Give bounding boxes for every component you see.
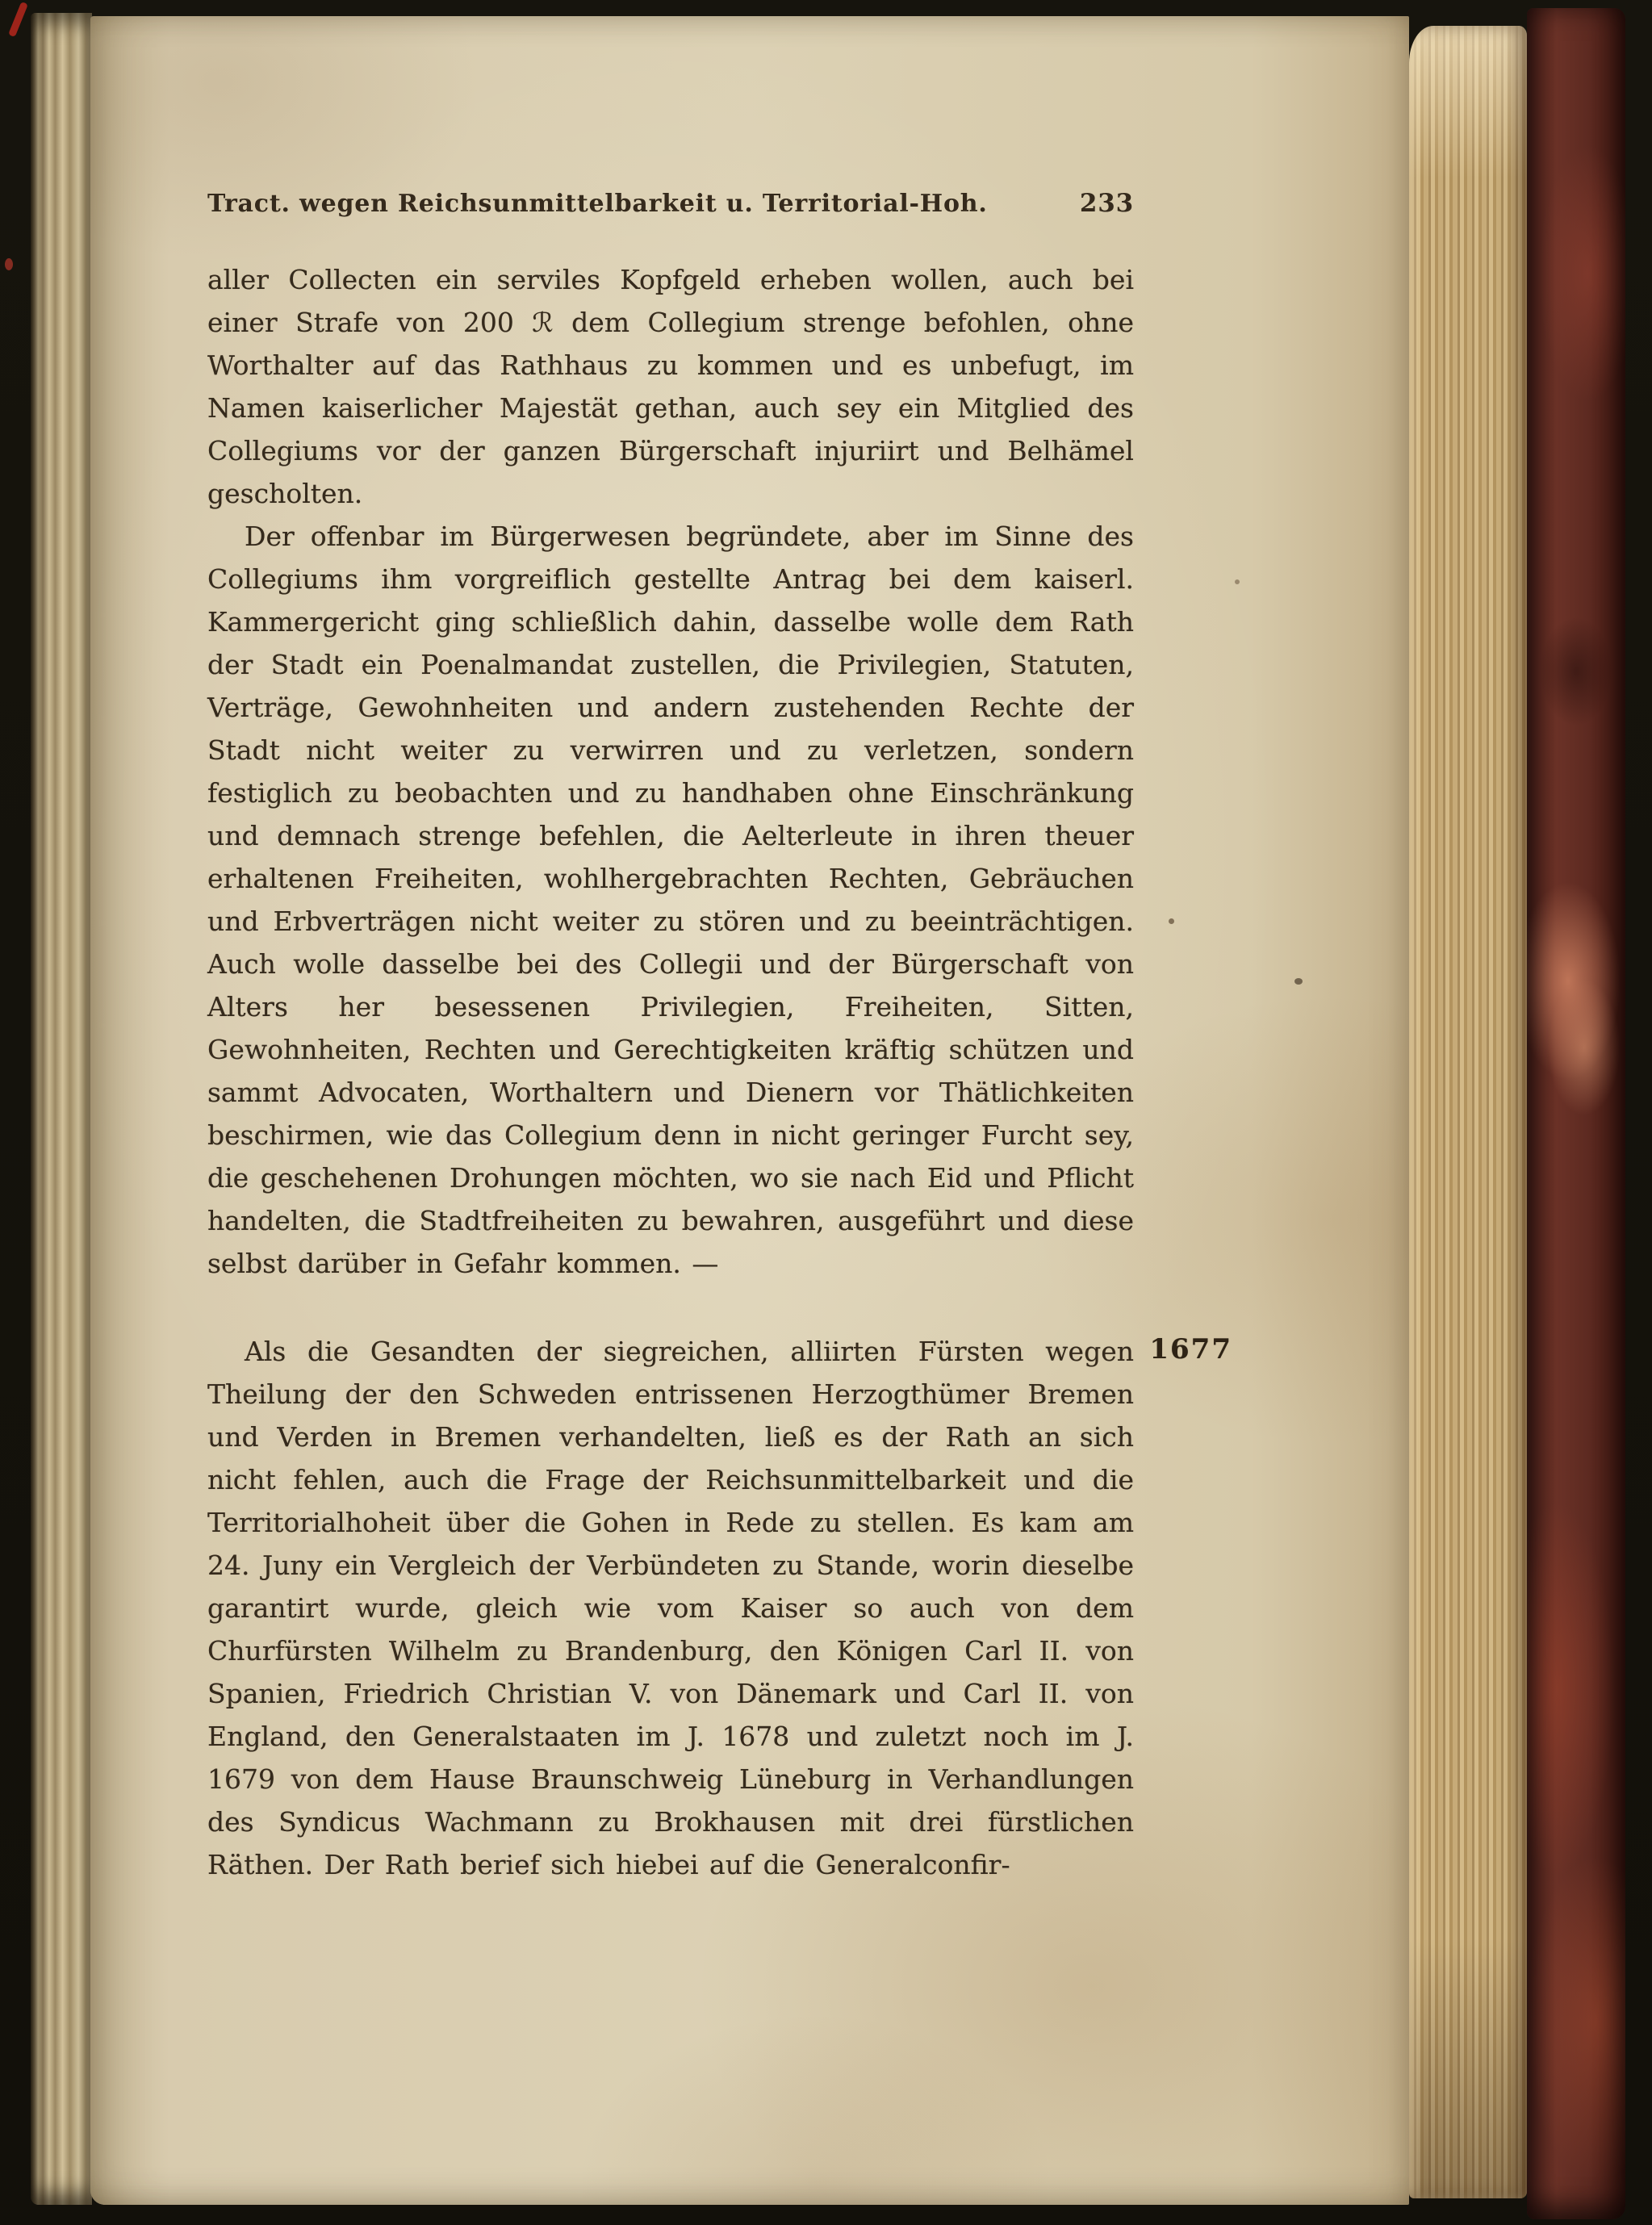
text-block xyxy=(207,189,1232,1886)
running-title: Tract. wegen Reichsunmittelbarkeit u. Territorial-Hoh. xyxy=(207,190,988,218)
red-ink-dot xyxy=(5,258,13,270)
paragraph-1: aller Collecten ein serviles Kopfgeld erheben wollen, auch bei einer Strafe von 200 ℛ dem Collegium strenge befohlen, ohne Worthalter auf das Rathhaus zu kommen und es unbefugt, im Namen kaiserlicher Majestät gethan, auch sey ein Mitglied des Collegiums vor der ganzen Bürgerschaft injuriirt und Belhämel gescholten. xyxy=(207,264,1134,509)
paragraph-3-wrap xyxy=(207,1330,1232,1886)
book-page xyxy=(90,16,1409,2205)
page-number: 233 xyxy=(1079,189,1134,218)
previous-page-edges xyxy=(31,13,92,2205)
paragraph-2: Der offenbar im Bürgerwesen begründete, aber im Sinne des Collegiums ihm vorgreiflich gestellte Antrag bei dem kaiserl. Kammergericht ging schließlich dahin, dasselbe wolle dem Rath der Stadt ein Poenalmandat zustellen, die Privilegien, Statuten, Verträge, Gewohnheiten und andern zustehenden Rechte der Stadt nicht weiter zu verwirren und zu verletzen, sondern festiglich zu beobachten und zu handhaben ohne Einschränkung und demnach strenge befehlen, die Aelterleute in ihren theuer erhaltenen Freiheiten, wohlhergebrachten Rechten, Gebräuchen und Erbverträgen nicht weiter zu stören und zu beeinträchtigen. Auch wolle dasselbe bei des Collegii und der Bürgerschaft von Alters her besessenen Privilegien, Freiheiten, Sitten, Gewohnheiten, Rechten und Gerechtigkeiten kräftig schützen und sammt Advocaten, Worthaltern und Dienern vor Thätlichkeiten beschirmen, wie das Collegium denn in nicht geringer Furcht sey, die geschehenen Drohungen möchten, wo sie nach Eid und Pflicht handelten, die Stadtfreiheiten zu bewahren, ausgeführt und diese selbst darüber in Gefahr kommen. — xyxy=(207,521,1134,1279)
red-ink-mark xyxy=(8,2,28,37)
page-fore-edges xyxy=(1409,26,1527,2198)
leather-book-cover xyxy=(1527,8,1625,2219)
paper-speck xyxy=(1169,918,1174,924)
paper-speck xyxy=(1294,978,1303,985)
paper-speck xyxy=(1235,579,1240,584)
paragraph-3: Als die Gesandten der siegreichen, alliirten Fürsten wegen Theilung der den Schweden entrissenen Herzogthümer Bremen und Verden in Bremen verhandelten, ließ es der Rath an sich nicht fehlen, auch die Frage der Reichsunmittelbarkeit und die Territorialhoheit über die Gohen in Rede zu stellen. Es kam am 24. Juny ein Vergleich der Verbündeten zu Stande, worin dieselbe garantirt wurde, gleich wie vom Kaiser so auch von dem Churfürsten Wilhelm zu Brandenburg, den Königen Carl II. von Spanien, Friedrich Christian V. von Dänemark und Carl II. von England, den Generalstaaten im J. 1678 und zuletzt noch im J. 1679 von dem Hause Braunschweig Lüneburg in Verhandlungen des Syndicus Wachmann zu Brokhausen mit drei fürstlichen Räthen. Der Rath berief sich hiebei auf die Generalconfir- xyxy=(207,1336,1134,1880)
running-head xyxy=(207,189,1134,218)
margin-year-note: 1677 xyxy=(1149,1333,1232,1366)
